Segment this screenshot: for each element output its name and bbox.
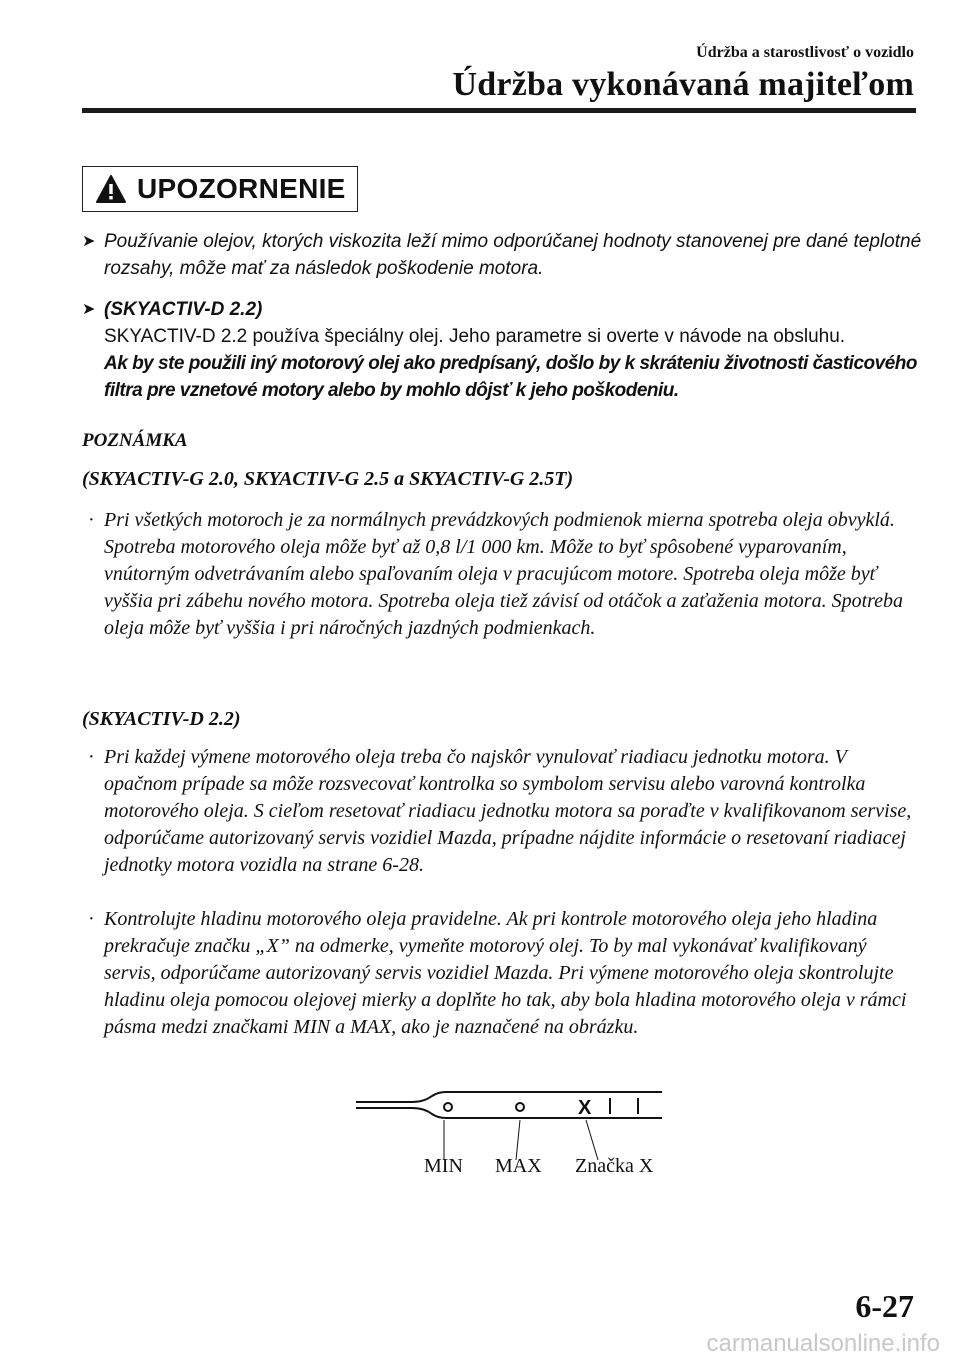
bullet-dot-icon: ·	[88, 746, 95, 768]
caution-item	[82, 228, 922, 282]
note-text: Kontrolujte hladinu motorového oleja pravidelne. Ak pri kontrole motorového oleja jeho hladina prekračuje značku „X” na odmerke, vymeňte motorový olej. To by mal vykonávať kvalifikovaný servis, odporúčame autorizovaný servis vozidiel Mazda. Pri výmene motorového oleja skontrolujte hladinu oleja pomocou olejovej mierky a doplňte ho tak, aby bola hladina motorového oleja v rámci pásma medzi značkami MIN a MAX, ako je naznačené na obrázku.	[104, 908, 907, 1038]
note-bullet	[82, 744, 922, 879]
max-mark	[516, 1103, 524, 1111]
note-text: Spotreba motorového oleja môže byť až 0,8 l/1 000 km. Môže to byť spôsobené vyparovaním, vnútorným odvetrávaním alebo spaľovaním oleja v pracujúcom motore. Spotreba oleja môže byť vyššia pri zábehu nového motora. Spotreba oleja tiež závisí od otáčok a zaťaženia motora. Spotreba oleja môže byť vyššia i pri náročných jazdných podmienkach.	[104, 536, 904, 639]
header-divider	[82, 108, 916, 113]
label-max: MAX	[495, 1155, 542, 1177]
section-header: Údržba a starostlivosť o vozidlo	[696, 44, 914, 61]
caution-label: UPOZORNENIE	[137, 173, 346, 204]
note-bullet	[82, 507, 922, 642]
x-leader	[586, 1120, 598, 1160]
bullet-dot-icon: ·	[88, 509, 95, 531]
x-mark: X	[578, 1097, 592, 1119]
arrow-bullet-icon: ➤	[82, 301, 96, 318]
note-bullet	[82, 906, 922, 1041]
caution-box	[82, 166, 358, 212]
note-title: POZNÁMKA	[82, 430, 188, 451]
caution-item	[82, 296, 922, 404]
dipstick-shape	[356, 1092, 662, 1118]
label-x-mark: Značka X	[575, 1155, 654, 1177]
note-text: Pri každej výmene motorového oleja treba čo najskôr vynulovať riadiacu jednotku motora. V opačnom prípade sa môže rozsvecovať kontrolka so symbolom servisu alebo varovná kontrolka motorového oleja. S cieľom resetovať riadiacu jednotku motora sa poraďte v kvalifikovanom servise, odporúčame autorizovaný servis vozidiel Mazda, prípadne nájdite informácie o resetovaní riadiacej jednotky motora vozidla na strane 6-28.	[104, 746, 912, 876]
caution-emphasis: Ak by ste použili iný motorový olej ako predpísaný, došlo by k skráteniu životnosti časticového filtra pre vznetové motory alebo by mohlo dôjsť k jeho poškodeniu.	[104, 353, 917, 401]
label-min: MIN	[424, 1155, 463, 1177]
caution-text: Používanie olejov, ktorých viskozita leží mimo odporúčanej hodnoty stanovenej pre dané teplotné rozsahy, môže mať za následok poškodenie motora.	[104, 231, 922, 279]
page-number: 6-27	[855, 1288, 914, 1324]
page-title: Údržba vykonávaná majiteľom	[452, 66, 914, 103]
min-mark	[444, 1103, 452, 1111]
warning-triangle-icon	[95, 174, 127, 204]
caution-text: SKYACTIV-D 2.2 používa špeciálny olej. Jeho parametre si overte v návode na obsluhu.	[104, 326, 846, 347]
bullet-dot-icon: ·	[88, 908, 95, 930]
caution-subtitle: (SKYACTIV-D 2.2)	[104, 299, 263, 320]
note-text: Pri všetkých motoroch je za normálnych prevádzkových podmienok mierna spotreba oleja obvyklá.	[104, 509, 895, 531]
arrow-bullet-icon: ➤	[82, 233, 96, 250]
note-subheading: (SKYACTIV-D 2.2)	[82, 708, 241, 730]
note-subheading: (SKYACTIV-G 2.0, SKYACTIV-G 2.5 a SKYACTIV-G 2.5T)	[82, 468, 574, 490]
watermark: carmanualsonline.info	[706, 1330, 940, 1357]
max-leader	[516, 1120, 520, 1160]
